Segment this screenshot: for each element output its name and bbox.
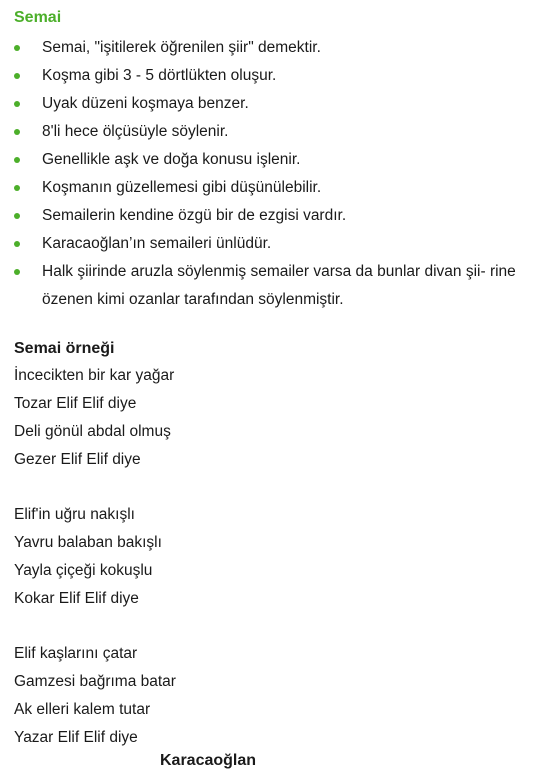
list-item: [14, 118, 529, 146]
bullet-icon: [14, 73, 20, 79]
list-item-text: Semai, "işitilerek öğrenilen şiir" demektir.: [42, 39, 321, 56]
bullet-icon: [14, 45, 20, 51]
poem-line: Gezer Elif Elif diye: [14, 451, 141, 468]
poem-line: Ak elleri kalem tutar: [14, 701, 151, 718]
feature-list: [14, 34, 529, 314]
bullet-icon: [14, 213, 20, 219]
bullet-icon: [14, 129, 20, 135]
list-item: [14, 174, 529, 202]
poem-line: Gamzesi bağrıma batar: [14, 673, 176, 690]
bullet-icon: [14, 185, 20, 191]
list-item: [14, 202, 529, 230]
list-item: [14, 90, 529, 118]
bullet-icon: [14, 269, 20, 275]
poem-line: Deli gönül abdal olmuş: [14, 423, 171, 440]
poem-line: Yavru balaban bakışlı: [14, 534, 162, 551]
poem-stanza: [14, 640, 529, 752]
poem-line: Yayla çiçeği kokuşlu: [14, 562, 153, 579]
poem-stanza: [14, 501, 529, 613]
poem-line: Kokar Elif Elif diye: [14, 590, 139, 607]
list-item-text: 8'li hece ölçüsüyle söylenir.: [42, 123, 229, 140]
poem-line: İncecikten bir kar yağar: [14, 367, 175, 384]
list-item-text: Koşmanın güzellemesi gibi düşünülebilir.: [42, 179, 322, 196]
bullet-icon: [14, 101, 20, 107]
list-item: [14, 230, 529, 258]
list-item: [14, 146, 529, 174]
list-item-text: Karacaoğlan’ın semaileri ünlüdür.: [42, 235, 272, 252]
bullet-icon: [14, 241, 20, 247]
poem-line: Tozar Elif Elif diye: [14, 395, 137, 412]
list-item: [14, 62, 529, 90]
list-item-text: Genellikle aşk ve doğa konusu işlenir.: [42, 151, 301, 168]
example-title: Semai örneği: [14, 340, 115, 357]
document-page: [14, 8, 529, 773]
list-item-text: Halk şiirinde aruzla söylenmiş semailer varsa da bunlar divan şii- rine özenen kimi ozanlar tarafından söylenmiştir.: [42, 263, 516, 308]
list-item-text: Semailerin kendine özgü bir de ezgisi vardır.: [42, 207, 347, 224]
list-item-text: Koşma gibi 3 - 5 dörtlükten oluşur.: [42, 67, 277, 84]
poem-stanza: [14, 362, 529, 474]
poem-line: Elif kaşlarını çatar: [14, 645, 138, 662]
poem-author: Karacaoğlan: [160, 752, 257, 769]
poem-line: Yazar Elif Elif diye: [14, 729, 138, 746]
section-title: Semai: [14, 9, 62, 26]
list-item: [14, 34, 529, 62]
bullet-icon: [14, 157, 20, 163]
poem-line: Elif'in uğru nakışlı: [14, 506, 135, 523]
list-item-text: Uyak düzeni koşmaya benzer.: [42, 95, 249, 112]
list-item: [14, 258, 529, 314]
